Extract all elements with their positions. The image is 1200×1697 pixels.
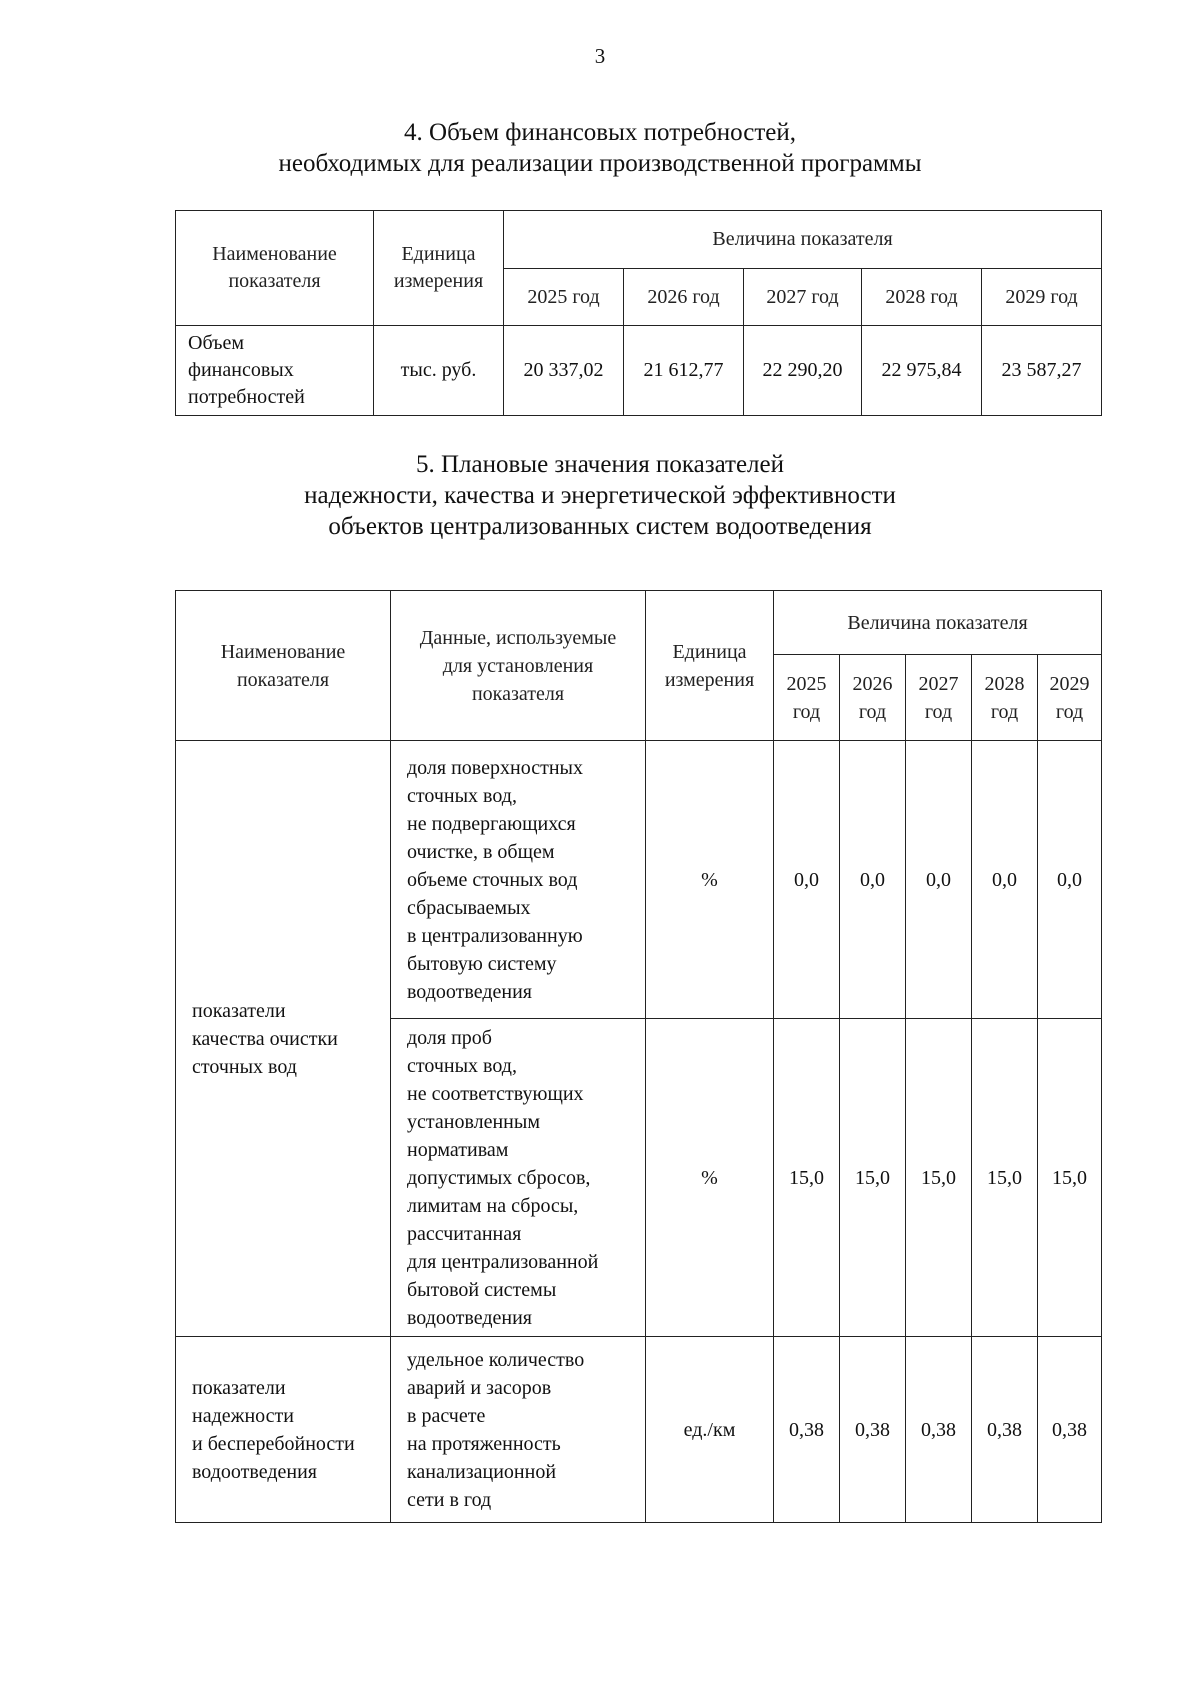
header-source-data: Данные, используемые для установления показателя	[391, 591, 646, 741]
indicator-name: Объем финансовых потребностей	[176, 326, 374, 416]
year-value: 0,38	[972, 1337, 1038, 1523]
table-row	[176, 741, 1102, 1019]
section-4-title-line: необходимых для реализации производственной программы	[278, 150, 922, 177]
year-value: 20 337,02	[504, 326, 624, 416]
year-value: 22 975,84	[862, 326, 982, 416]
reliability-indicators-table	[175, 590, 1102, 1523]
section-5-title-line: 5. Плановые значения показателей	[415, 451, 785, 478]
year-value: 23 587,27	[982, 326, 1102, 416]
table-row	[176, 1337, 1102, 1523]
year-value: 0,38	[906, 1337, 972, 1523]
year-value: 0,38	[774, 1337, 840, 1523]
header-indicator-name: Наименование показателя	[176, 591, 391, 741]
unit-value: %	[646, 741, 774, 1019]
year-value: 15,0	[774, 1019, 840, 1337]
header-indicator-name: Наименование показателя	[176, 211, 374, 326]
source-data-text: доля поверхностных сточных вод, не подвергающихся очистке, в общем объеме сточных вод сбрасываемых в централизованную бытовую систему водоотведения	[391, 741, 646, 1019]
section-4-title	[0, 117, 1200, 179]
header-year: 2026 год	[624, 269, 744, 326]
year-value: 22 290,20	[744, 326, 862, 416]
year-value: 0,38	[1038, 1337, 1102, 1523]
header-unit: Единица измерения	[374, 211, 504, 326]
header-unit: Единица измерения	[646, 591, 774, 741]
source-data-text: удельное количество аварий и засоров в расчете на протяженность канализационной сети в год	[391, 1337, 646, 1523]
year-value: 15,0	[972, 1019, 1038, 1337]
table-row	[176, 326, 1102, 416]
year-value: 15,0	[1038, 1019, 1102, 1337]
financial-needs-table	[175, 210, 1102, 416]
year-value: 0,0	[1038, 741, 1102, 1019]
unit-value: ед./км	[646, 1337, 774, 1523]
year-value: 15,0	[840, 1019, 906, 1337]
header-year: 2029 год	[1038, 655, 1102, 741]
header-year: 2028 год	[862, 269, 982, 326]
source-data-text: доля проб сточных вод, не соответствующих установленным нормативам допустимых сбросов, лимитам на сбросы, рассчитанная для централизованной бытовой системы водоотведения	[391, 1019, 646, 1337]
section-5-title-line: объектов централизованных систем водоотведения	[328, 513, 872, 540]
header-year: 2028 год	[972, 655, 1038, 741]
header-year: 2025 год	[504, 269, 624, 326]
year-value: 0,38	[840, 1337, 906, 1523]
header-year: 2025 год	[774, 655, 840, 741]
header-year: 2027 год	[744, 269, 862, 326]
section-4-title-line: 4. Объем финансовых потребностей,	[404, 119, 796, 146]
section-5-title-line: надежности, качества и энергетической эффективности	[304, 482, 896, 509]
header-year: 2026 год	[840, 655, 906, 741]
year-value: 0,0	[840, 741, 906, 1019]
year-value: 0,0	[906, 741, 972, 1019]
header-year: 2027 год	[906, 655, 972, 741]
unit-value: %	[646, 1019, 774, 1337]
header-year: 2029 год	[982, 269, 1102, 326]
section-5-title	[0, 449, 1200, 542]
indicator-group-name: показатели качества очистки сточных вод	[176, 741, 391, 1337]
header-indicator-value: Величина показателя	[504, 211, 1102, 269]
unit-value: тыс. руб.	[374, 326, 504, 416]
page-number: 3	[594, 44, 606, 68]
indicator-group-name: показатели надежности и бесперебойности водоотведения	[176, 1337, 391, 1523]
year-value: 15,0	[906, 1019, 972, 1337]
year-value: 21 612,77	[624, 326, 744, 416]
header-indicator-value: Величина показателя	[774, 591, 1102, 655]
year-value: 0,0	[774, 741, 840, 1019]
year-value: 0,0	[972, 741, 1038, 1019]
